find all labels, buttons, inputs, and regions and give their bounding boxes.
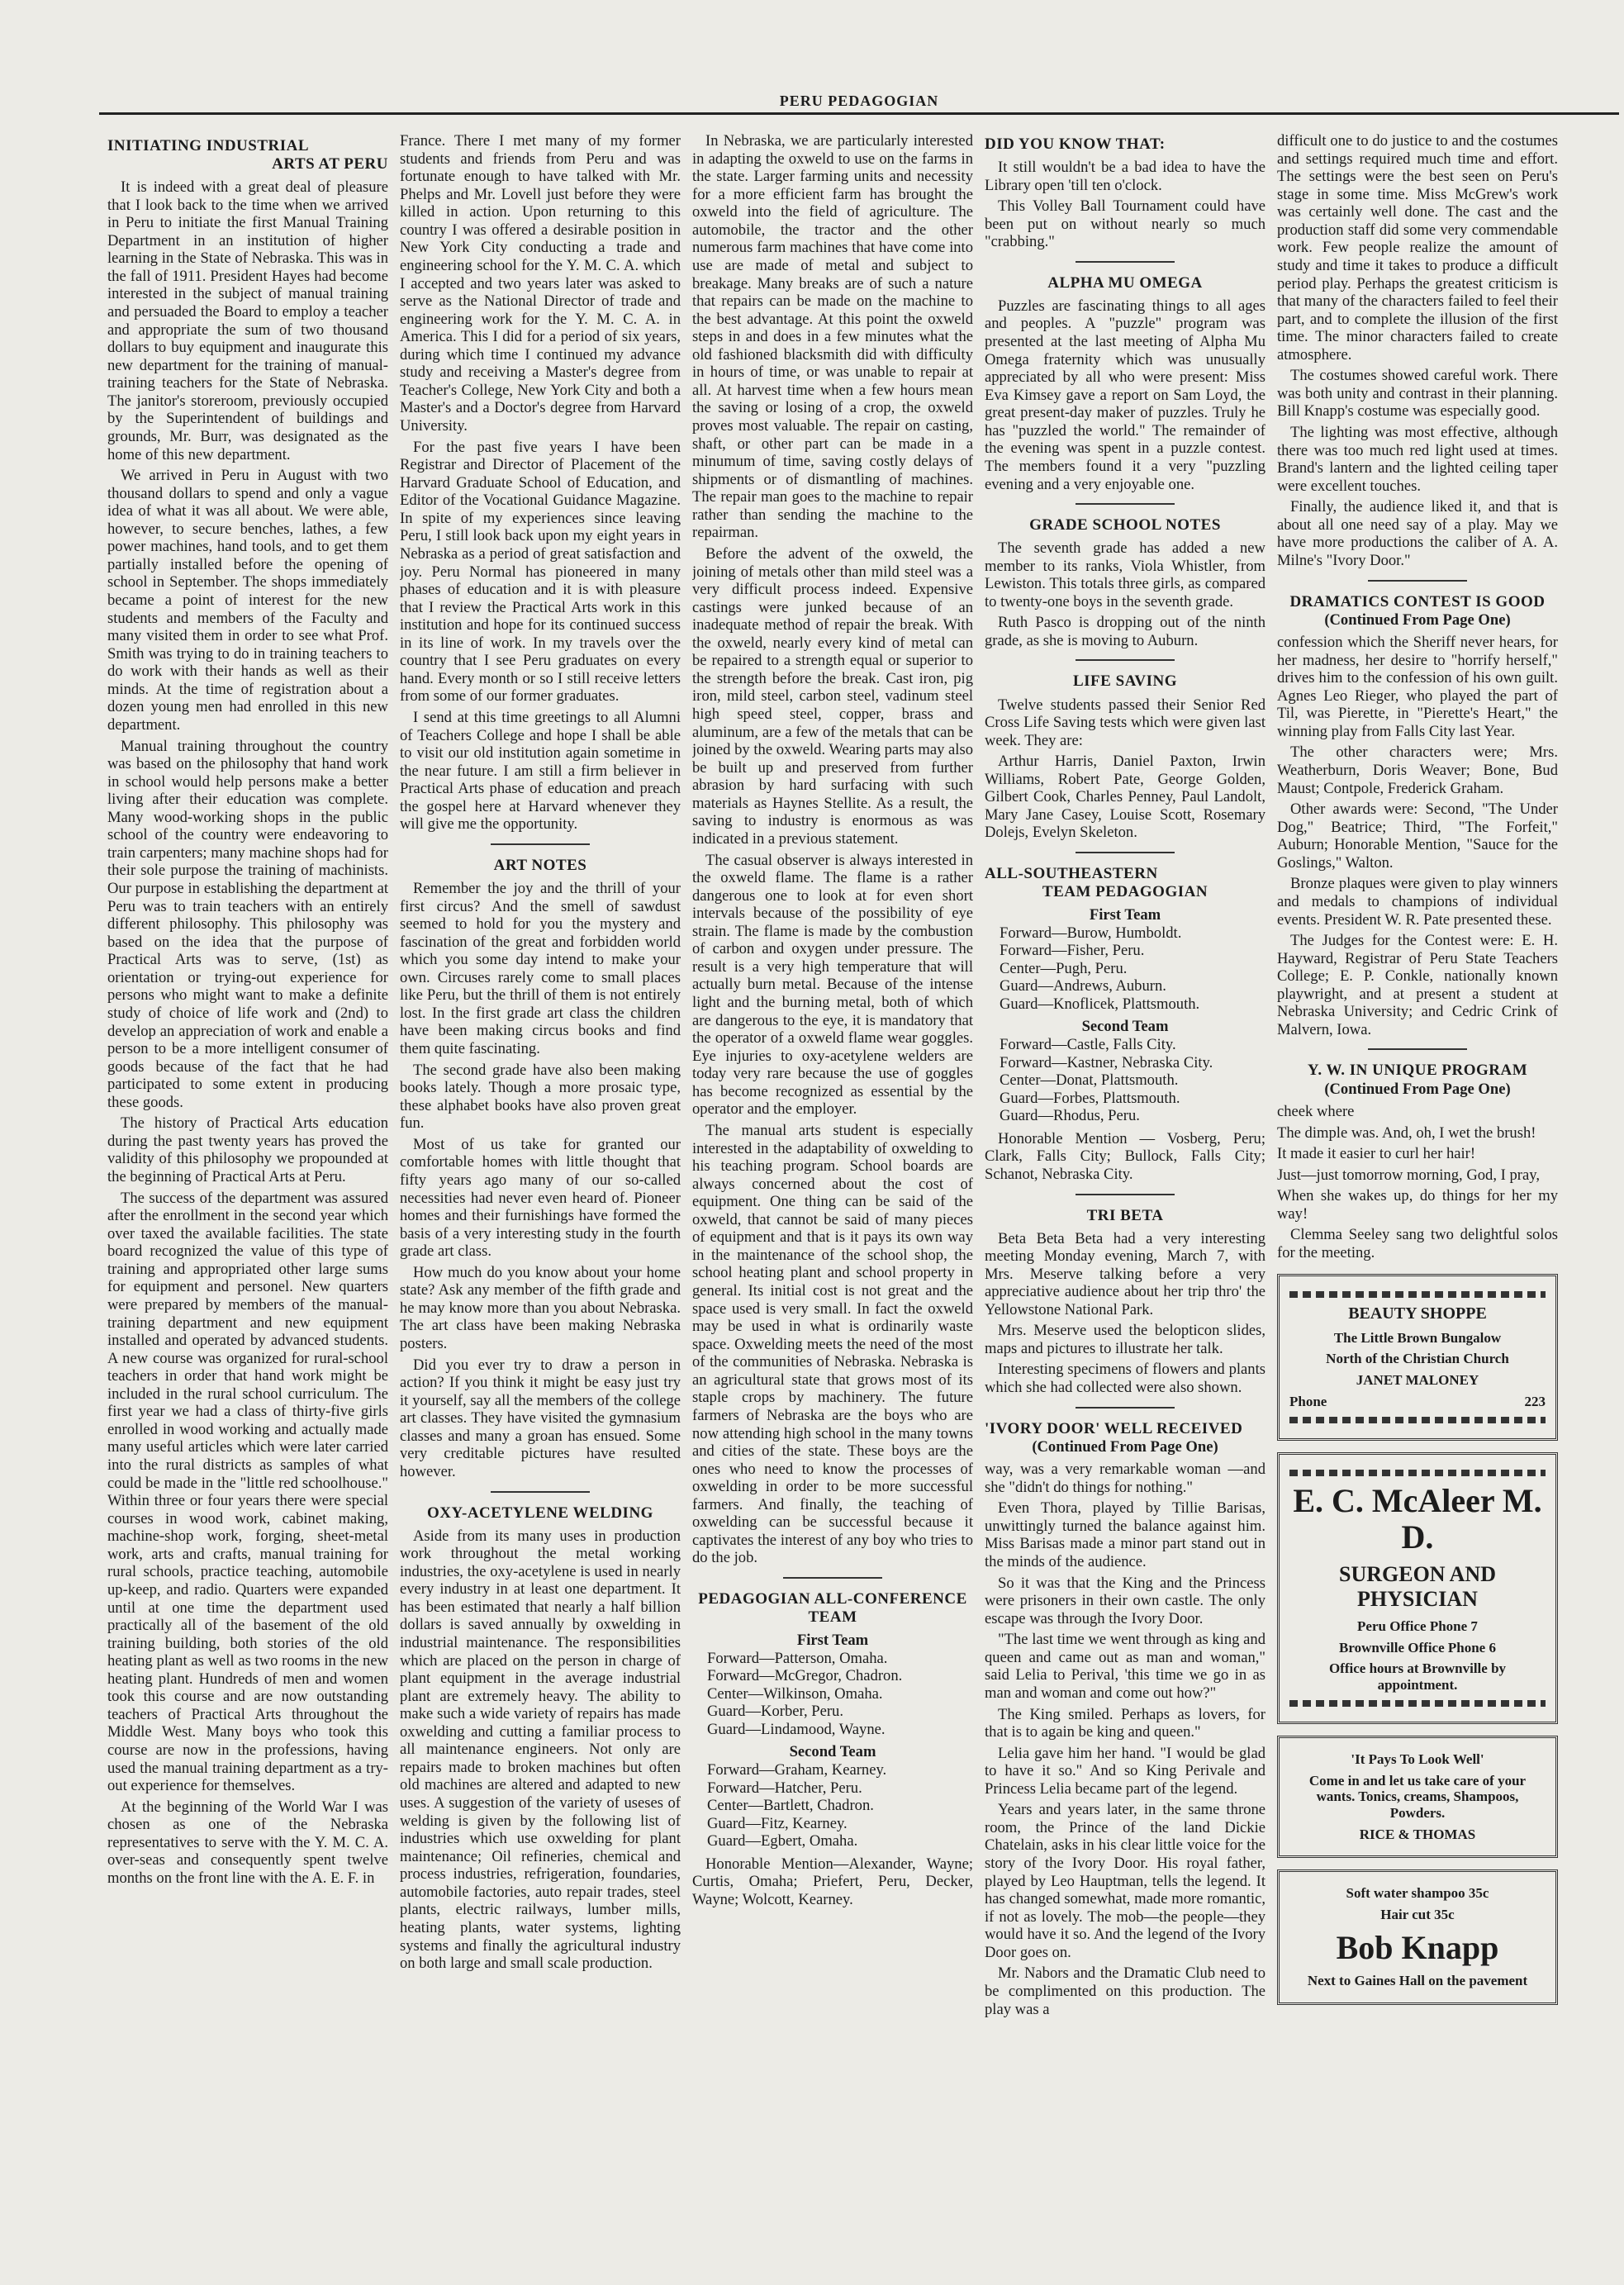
roster-entry: Guard—Fitz, Kearney. bbox=[707, 1814, 848, 1832]
separator bbox=[783, 1577, 882, 1579]
paragraph: For the past five years I have been Registrar and Director of Placement of the Harvard Graduate School of Education, and Editor of the Vocational Guidance Magazine. In spite of my experiences since leaving Peru, I still look back upon my eight years in Nebraska as a period of great satisfaction and joy. Peru Normal has pioneered in many phases of education and it is with pleasure that I review the Practical Arts work in this institution and hope for its continued success in its line of work. In my travels over the country that I see Peru graduates on every hand. Every month or so I still receive letters from some of our former graduates. bbox=[400, 438, 681, 705]
paragraph: France. There I met many of my former students and friends from Peru and was fortunate enough to have talked with Mr. Phelps and Mr. Lovell just before they were killed in action. Upon returning to this country I was offered a desirable position in New York City conducting a trade and engineering school for the Y. M. C. A. which I accepted and two years later was asked to serve as the National Director of trade and engineering work for the Y. M. C. A. in America. This I did for a period of six years, during which time I continued my advance study and receiving a Master's degree from Teacher's College, New York City and both a Master's and a Doctor's degree from Harvard University. bbox=[400, 132, 681, 435]
poem-line: cheek where bbox=[1277, 1103, 1355, 1121]
beauty-shoppe-ad bbox=[1277, 1274, 1558, 1441]
roster-entry: Forward—Castle, Falls City. bbox=[1000, 1036, 1176, 1053]
ad-line: Soft water shampoo 35c bbox=[1346, 1885, 1489, 1902]
continued-note: (Continued From Page One) bbox=[1032, 1437, 1218, 1456]
roster-entry: Guard—Andrews, Auburn. bbox=[1000, 977, 1166, 995]
dramatics-heading: DRAMATICS CONTEST IS GOOD bbox=[1289, 592, 1546, 610]
paragraph: Remember the joy and the thrill of your first circus? And the smell of sawdust seemed to hold for you the mystery and fascination of the great and forbidden world which you some day intend to make your own. Circuses rarely come to small places like Peru, but the thrill of them is not entirely lost. In the first grade art class the children have been making circus books and find them quite fascinating. bbox=[400, 879, 681, 1058]
ad-name: Bob Knapp bbox=[1336, 1928, 1499, 1966]
roster-entry: Forward—Hatcher, Peru. bbox=[707, 1779, 862, 1797]
paragraph: Years and years later, in the same throne room, the Prince of the land Dickie Chatelain, asks in his clear little voice for the story of the Ivory Door. His royal father, played by Leo Hauptman, tells the legend. It has changed somewhat, made more romantic, if not as lovely. The mob—the people—they would have it so. And the legend of the Ivory Door goes on. bbox=[985, 1801, 1265, 1961]
paragraph: Even Thora, played by Tillie Barisas, unwittingly turned the balance against him. Miss Barisas made a minor part stand out in the minds of the audience. bbox=[985, 1499, 1265, 1570]
ad-line: Next to Gaines Hall on the pavement bbox=[1307, 1972, 1528, 1988]
paragraph: Lelia gave him her hand. "I would be glad to have it so." And so King Perivale and Princess Lelia became part of the legend. bbox=[985, 1744, 1265, 1798]
ad-line: The Little Brown Bungalow bbox=[1333, 1329, 1502, 1346]
ad-phone-row bbox=[1289, 1394, 1546, 1410]
ad-physician-name: E. C. McAleer M. D. bbox=[1293, 1481, 1542, 1556]
ad-line: Come in and let us take care of your wants. Tonics, creams, Shampoos, Powders. bbox=[1308, 1772, 1527, 1821]
paragraph: Most of us take for granted our comfortable homes with little thought that fifty years ago many of our so-called necessities had never even heard of. Pioneer homes and their furnishings have formed the basis of a very interesting study in the fourth grade art class. bbox=[400, 1135, 681, 1261]
life-saving-heading: LIFE SAVING bbox=[1072, 672, 1178, 691]
rice-thomas-ad bbox=[1277, 1736, 1558, 1859]
roster-entry: Center—Donat, Plattsmouth. bbox=[1000, 1071, 1179, 1090]
separator bbox=[1368, 1048, 1467, 1050]
paragraph: The history of Practical Arts education during the past twenty years has proved the validity of this philosophy we propounded at the beginning of Practical Arts at Peru. bbox=[107, 1114, 388, 1185]
separator bbox=[491, 1491, 590, 1493]
paragraph: "The last time we went through as king and queen and came out as man and woman," said Lelia to Perival, 'this time we go in as man and woman and come out how?" bbox=[985, 1631, 1265, 1702]
southeastern-heading-line2: TEAM PEDAGOGIAN bbox=[1042, 883, 1209, 901]
roster-entry: Forward—Patterson, Omaha. bbox=[707, 1649, 888, 1667]
masthead-rule bbox=[99, 112, 1619, 115]
poem-line: It made it easier to curl her hair! bbox=[1277, 1145, 1476, 1163]
paragraph: difficult one to do justice to and the costumes and settings required much time and effort. The settings were the best seen on Peru's stage in some time. Miss McGrew's work was certainly well done. The cast and the production staff did some very commendable work. Few people realize the amount of study and time it takes to produce a difficult period play. Perhaps the greatest criticism is that many of the characters failed to feel their part, and to complete the illusion of the first time. The minor characters failed to create atmosphere. bbox=[1277, 132, 1558, 363]
did-you-know-heading: DID YOU KNOW THAT: bbox=[985, 135, 1166, 153]
column-4 bbox=[985, 132, 1265, 2264]
paragraph: way, was a very remarkable woman —and she "didn't do things for nothing." bbox=[985, 1461, 1265, 1496]
se-first-team-roster bbox=[985, 906, 1265, 1013]
yw-heading: Y. W. IN UNIQUE PROGRAM bbox=[1307, 1062, 1528, 1080]
first-team-roster bbox=[692, 1632, 973, 1738]
ad-line: North of the Christian Church bbox=[1326, 1351, 1509, 1367]
paragraph: So it was that the King and the Princess were prisoners in their own castle. The only escape was through the Ivory Door. bbox=[985, 1574, 1265, 1627]
physician-ad bbox=[1277, 1452, 1558, 1724]
paragraph: It is indeed with a great deal of pleasure that I look back to the time when we arrived in Peru to initiate the first Manual Training Department in an institution of higher learning in the State of Nebraska. This was in the fall of 1911. President Hayes had become interested in the subject of manual training and persuaded the Board to employ a teacher and appropriate the sum of two thousand dollars to buy equipment and inaugurate this new department for the training of manual-training teachers for the State of Nebraska. The janitor's storeroom, previously occupied by the Superintendent of buildings and grounds, Mr. Burr, was designated as the home of this new department. bbox=[107, 178, 388, 463]
article-heading: INITIATING INDUSTRIAL bbox=[107, 137, 310, 154]
phone-number: 223 bbox=[1524, 1393, 1546, 1409]
separator bbox=[1076, 1407, 1175, 1409]
separator bbox=[491, 843, 590, 845]
roster-entry: Guard—Egbert, Omaha. bbox=[707, 1832, 858, 1850]
paragraph: The costumes showed careful work. There was both unity and contrast in their planning. Bill Knapp's costume was especially good. bbox=[1277, 367, 1558, 420]
paragraph: The lighting was most effective, although there was too much red light used at times. Brand's lantern and the lighted ceiling taper were excellent touches. bbox=[1277, 424, 1558, 495]
paragraph: confession which the Sheriff never hears, for her madness, her desire to "horrify herself," drives him to the confession of his own guilt. Agnes Leo Rieger, who played the part of Til, was Pierette, in "Pierette's Heart," the winning play from Falls City last Year. bbox=[1277, 634, 1558, 740]
paragraph: I send at this time greetings to all Alumni of Teachers College and hope I shall be able to visit our old institution again sometime in the near future. I am still a firm believer in Practical Arts phase of education and preach the gospel here at Harvard whenever they will give me the opportunity. bbox=[400, 709, 681, 834]
paragraph: Interesting specimens of flowers and plants which she had collected were also shown. bbox=[985, 1361, 1265, 1397]
roster-entry: Guard—Knoflicek, Plattsmouth. bbox=[1000, 995, 1200, 1013]
roster-entry: Guard—Lindamood, Wayne. bbox=[707, 1720, 886, 1738]
roster-entry: Forward—Burow, Humboldt. bbox=[1000, 924, 1182, 942]
poem-line: The dimple was. And, oh, I wet the brush! bbox=[1277, 1123, 1536, 1142]
ad-border-decoration bbox=[1289, 1470, 1546, 1476]
paragraph: In Nebraska, we are particularly interested in adapting the oxweld to use on the farms in the state. Larger farming units and necessity for a more efficient farm has brought the oxweld into the field of agriculture. The automobile, the tractor and the other numerous farm machines that have come into use are made of metal and subject to breakage. Many breaks are of such a nature that repairs can be made on the machine to the best advantage. At this point the oxweld steps in and does in a few minutes what the old fashioned blacksmith did with difficulty in hours of time, or was unable to repair at all. At harvest time when a few hours mean the saving or losing of a crop, the oxweld proves most valuable. The repair on casting, shaft, or other part can be made in a minumum of time, saving costly delays of shipments or of dismantling of machines. The repair man goes to the machine to repair rather than sending the machine to the repairman. bbox=[692, 132, 973, 542]
masthead: PERU PEDAGOGIAN bbox=[779, 93, 939, 109]
ad-line: Office hours at Brownville by appointment. bbox=[1328, 1660, 1507, 1694]
team-label: Second Team bbox=[789, 1743, 876, 1761]
all-conference-heading: PEDAGOGIAN ALL-CONFERENCE TEAM bbox=[698, 1590, 967, 1627]
paragraph: Before the advent of the oxweld, the joining of metals other than mild steel was a very difficult process indeed. Expensive castings were junked because of an inadequate method of repair the break. With the oxweld, nearly every kind of metal can be repaired to a strength equal or superior to the strength before the break. Cast iron, pig iron, mild steel, carbon steel, vadinum steel high speed steel, copper, brass and aluminum, are a few of the metals that can be joined by the oxweld. Wearing parts may also be built up and preserved from further abrasion by hard surfacing with such materials as Haynes Stellite. As a result, the saving to industry is enormous as was indicated in a previous statement. bbox=[692, 544, 973, 848]
paragraph: The other characters were; Mrs. Weatherburn, Doris Weaver; Bone, Bud Maust; Contpole, Frederick Graham. bbox=[1277, 743, 1558, 797]
poem-line: Just—just tomorrow morning, God, I pray, bbox=[1277, 1166, 1540, 1184]
paragraph: Did you ever try to draw a person in action? If you think it might be easy just try it yourself, say all the members of the college art classes. They have visited the gymnasium classes and many a groan has ensued. Some very creditable pictures have resulted however. bbox=[400, 1356, 681, 1480]
bob-knapp-ad bbox=[1277, 1869, 1558, 2004]
roster-entry: Forward—Fisher, Peru. bbox=[1000, 942, 1145, 960]
southeastern-heading: ALL-SOUTHEASTERN bbox=[985, 865, 1158, 882]
ad-title: BEAUTY SHOPPE bbox=[1348, 1304, 1487, 1323]
paragraph: The success of the department was assured after the enrollment in the second year which over taxed the available facilities. The state board recognized the value of this type of training and appropriated other large sums for equipment and personel. New quarters were prepared by members of the manual-training department and new equipment installed and operated by advanced students. A new course was organized for rural-school teachers in order that hand work might be included in the rural school curriculum. The first year we had a class of thirty-five girls enrolled in wood working and actually made many useful articles which were later carried into the rural districts as samples of what could be made in the "little red schoolhouse." Within three or four years there were special courses in wood work, cabinet making, machine-shop work, forging, sheet-metal work, arts and crafts, manual training for rural schools, practice teaching, automobile up-keep, and radio. Quarters were expanded until at one time the department used practically all of the basement of the old training building, both stories of the old heating plant as well as two rooms in the new heating plant. Hundreds of men and women took this course and are now outstanding teachers of Practical Arts throughout the Middle West. Many boys who took this course are now in the professions, having used the manual training department as a try-out experience for themselves. bbox=[107, 1189, 388, 1795]
art-notes-heading: ART NOTES bbox=[493, 856, 587, 874]
honorable-mention: Honorable Mention — Vosberg, Peru; Clark, Falls City; Bullock, Falls City; Schanot, Nebraska City. bbox=[985, 1129, 1265, 1183]
paragraph: This Volley Ball Tournament could have been put on without nearly so much "crabbing." bbox=[985, 197, 1265, 251]
honorable-mention: Honorable Mention—Alexander, Wayne; Curtis, Omaha; Priefert, Peru, Decker, Wayne; Wolcott, Kearney. bbox=[692, 1855, 973, 1908]
roster-entry: Center—Bartlett, Chadron. bbox=[707, 1797, 874, 1815]
paragraph: Other awards were: Second, "The Under Dog," Beatrice; Third, "The Forfeit," Auburn; Honorable Mention, "Sauce for the Goslings," Walton. bbox=[1277, 800, 1558, 872]
ad-border-decoration bbox=[1289, 1700, 1546, 1707]
roster-entry: Forward—McGregor, Chadron. bbox=[707, 1667, 903, 1685]
se-second-team-roster bbox=[985, 1018, 1265, 1124]
paragraph: Clemma Seeley sang two delightful solos for the meeting. bbox=[1277, 1226, 1558, 1261]
paragraph: The second grade have also been making books lately. Though a more prosaic type, these alphabet books have also proven great fun. bbox=[400, 1061, 681, 1133]
paragraph: Mrs. Meserve used the belopticon slides, maps and pictures to illustrate her talk. bbox=[985, 1322, 1265, 1357]
phone-label: Phone bbox=[1289, 1393, 1327, 1409]
paragraph: How much do you know about your home state? Ask any member of the fifth grade and he may know more than you about Nebraska. The art class have been making Nebraska posters. bbox=[400, 1263, 681, 1353]
separator bbox=[1076, 1194, 1175, 1195]
paragraph: At the beginning of the World War I was chosen as one of the Nebraska representatives to serve with the Y. M. C. A. over-seas and consequently spent twelve months on the front line with the A. E. F. in bbox=[107, 1798, 388, 1887]
paragraph: The King smiled. Perhaps as lovers, for that is to again be king and queen." bbox=[985, 1705, 1265, 1741]
paragraph: The casual observer is always interested in the oxweld flame. The flame is a rather dangerous one to look at for even short intervals because of the possibility of eye strain. The flame is made by the combustion of carbon and oxygen under pressure. The result is a very high temperature that will actually burn metal. Because of the intense light and the burning metal, both of which are dangerous to the eye, it is mandatory that the operator of a oxweld flame wear goggles. Eye injuries to oxy-acetylene welders are today very rare because the use of goggles has become recognized as essential by the operator and the employer. bbox=[692, 851, 973, 1119]
column-1 bbox=[107, 132, 388, 2264]
roster-entry: Guard—Forbes, Plattsmouth. bbox=[1000, 1089, 1180, 1107]
roster-entry: Center—Pugh, Peru. bbox=[1000, 959, 1128, 977]
separator bbox=[1076, 659, 1175, 661]
alpha-mu-omega-heading: ALPHA MU OMEGA bbox=[1047, 273, 1203, 292]
ad-border-decoration bbox=[1289, 1417, 1546, 1423]
team-label: First Team bbox=[1089, 906, 1161, 924]
column-5 bbox=[1277, 132, 1558, 2264]
welding-heading: OXY-ACETYLENE WELDING bbox=[427, 1504, 653, 1522]
tri-beta-heading: TRI BETA bbox=[1086, 1206, 1164, 1224]
roster-entry: Guard—Korber, Peru. bbox=[707, 1703, 844, 1721]
paragraph: The seventh grade has added a new member to its ranks, Viola Whistler, from Lewiston. This totals three girls, as compared to twenty-one boys in the seventh grade. bbox=[985, 539, 1265, 610]
paragraph: Twelve students passed their Senior Red Cross Life Saving tests which were given last week. They are: bbox=[985, 696, 1265, 749]
column-3 bbox=[692, 132, 973, 2264]
continued-note: (Continued From Page One) bbox=[1324, 610, 1511, 629]
paragraph: Arthur Harris, Daniel Paxton, Irwin Williams, Robert Pate, George Golden, Gilbert Cook, Charles Penney, Paul Landolt, Mary Jane Casey, Louise Scott, Rosemary Dolejs, Evelyn Skeleton. bbox=[985, 753, 1265, 842]
ad-border-decoration bbox=[1289, 1291, 1546, 1298]
second-team-roster bbox=[692, 1743, 973, 1850]
ad-line: Brownville Office Phone 6 bbox=[1339, 1639, 1496, 1656]
roster-entry: Forward—Kastner, Nebraska City. bbox=[1000, 1053, 1213, 1071]
paragraph: The manual arts student is especially interested in the adaptability of oxwelding to his teaching program. School boards are always concerned about the cost of equipment. One thing can be said of the oxweld, that cannot be said of many pieces of equipment and that is it pays its own way in the maintenance of the school shop, the school heating plant and school property in general. Its initial cost is not great and the space used is very small. In fact the oxweld may be used in what is ordinarily waste space. Oxwelding meets the need of the most of the communities of Nebraska. Nebraska is an agricultural state that grows most of its staple crops by machinery. The future farmers of Nebraska are the boys who are now attending high school in the many towns and cities of the state. These boys are the ones who need to know the processes of oxwelding in order to be more successful farmers. And finally, the teaching of oxwelding can be successful because it captivates the interest of any boy who tries to do the job. bbox=[692, 1121, 973, 1567]
roster-entry: Center—Wilkinson, Omaha. bbox=[707, 1684, 883, 1703]
separator bbox=[1076, 503, 1175, 505]
poem-line: When she wakes up, do things for her my way! bbox=[1277, 1187, 1558, 1223]
separator bbox=[1076, 852, 1175, 853]
separator bbox=[1368, 580, 1467, 582]
paragraph: It still wouldn't be a bad idea to have the Library open 'till ten o'clock. bbox=[985, 159, 1265, 194]
column-2 bbox=[400, 132, 681, 2264]
paragraph: We arrived in Peru in August with two thousand dollars to spend and only a vague idea of what it was all about. We were able, however, to secure benches, lathes, a few power machines, hand tools, and to get them partially installed before the opening of school in September. The shops immediately became a point of interest for the new students and members of the Faculty and many visited them in order to see what Prof. Smith was trying to do in training teachers to do work with their hands as well as their minds. At the time of registration about a dozen young men had enrolled in this new department. bbox=[107, 467, 388, 734]
ivory-door-heading: 'IVORY DOOR' WELL RECEIVED bbox=[985, 1419, 1243, 1437]
separator bbox=[1076, 261, 1175, 263]
paragraph: Mr. Nabors and the Dramatic Club need to be complimented on this production. The play was a bbox=[985, 1964, 1265, 2018]
team-label: First Team bbox=[796, 1632, 869, 1650]
ad-name: JANET MALONEY bbox=[1356, 1372, 1479, 1389]
paragraph: Finally, the audience liked it, and that is about all one need say of a play. May we have more productions the caliber of A. A. Milne's "Ivory Door." bbox=[1277, 498, 1558, 569]
roster-entry: Forward—Graham, Kearney. bbox=[707, 1761, 887, 1779]
ad-line: Hair cut 35c bbox=[1380, 1907, 1455, 1923]
team-label: Second Team bbox=[1081, 1018, 1169, 1036]
paragraph: Manual training throughout the country was based on the philosophy that hand work in school would help persons make a better living after their education was complete. Many wood-working shops in the public school of the country were endeavoring to train carpenters; many machine shops had for their sole purpose the training of machinists. Our purpose in establishing the department at Peru was to train teachers with an entirely different philosophy. This philosophy was based on the idea that the purpose of Practical Arts was to serve, (1st) as orientation or trying-out experience for persons who might want to make a definite study of choice of life work and (2nd) to develop an appreciation of work and enable a person to be a more intelligent consumer of goods because of the fact that he had participated to some extent in producing these goods. bbox=[107, 737, 388, 1111]
paragraph: The Judges for the Contest were: E. H. Hayward, Registrar of Peru State Teachers College; E. P. Conkle, nationally known playwright, and at present a student at Nebraska University; and Cedric Crink of Malvern, Iowa. bbox=[1277, 932, 1558, 1038]
paragraph: Bronze plaques were given to play winners and medals to champions of individual events. President W. R. Pate presented these. bbox=[1277, 875, 1558, 929]
paragraph: Beta Beta Beta had a very interesting meeting Monday evening, March 7, with Mrs. Meserve talking before a very appreciative audience about her trip thro' the Yellowstone National Park. bbox=[985, 1229, 1265, 1318]
ad-name: RICE & THOMAS bbox=[1359, 1826, 1476, 1842]
ad-line: Peru Office Phone 7 bbox=[1357, 1618, 1478, 1634]
ad-slogan: 'It Pays To Look Well' bbox=[1351, 1751, 1484, 1767]
article-heading-line2: ARTS AT PERU bbox=[272, 155, 388, 173]
roster-entry: Guard—Rhodus, Peru. bbox=[1000, 1107, 1140, 1125]
ad-title: SURGEON AND PHYSICIAN bbox=[1339, 1561, 1496, 1611]
paragraph: Puzzles are fascinating things to all ages and peoples. A "puzzle" program was presented at the last meeting of Alpha Mu Omega fraternity which was unusually appreciated by all who were present: Miss Eva Kimsey gave a report on Sam Loyd, the great present-day maker of puzzles. Truly he has "puzzled the world." The remainder of the evening was spent in a puzzle contest. The members found it a very "puzzling evening and a very enjoyable one. bbox=[985, 297, 1265, 493]
paragraph: Ruth Pasco is dropping out of the ninth grade, as she is moving to Auburn. bbox=[985, 614, 1265, 649]
grade-school-heading: GRADE SCHOOL NOTES bbox=[1029, 516, 1221, 534]
paragraph: Aside from its many uses in production work throughout the metal working industries, the oxy-acetylene is used in nearly every industry in at least one department. It has been estimated that nearly a half billion dollars is saved annually by oxwelding in industrial maintenance. The responsibilities which are placed on the person in charge of plant equipment in the average industrial plant are extremely heavy. The ability to make such a wide variety of repairs has made oxwelding and cutting a familiar process to all maintenance engineers. Not only are repairs made to broken machines but often old machines are altered and adapted to new uses. A suggestion of the variety of useses of welding is given by the following list of industries which use oxwelding for plant maintenance; Oil refineries, chemical and process industries, refrigeration, foundaries, automobile factories, auto repair trades, steel plants, electric railways, lumber mills, heating plants, water systems, lighting systems and finally the agricultural industry on both large and small scale production. bbox=[400, 1527, 681, 1973]
continued-note: (Continued From Page One) bbox=[1324, 1080, 1511, 1098]
